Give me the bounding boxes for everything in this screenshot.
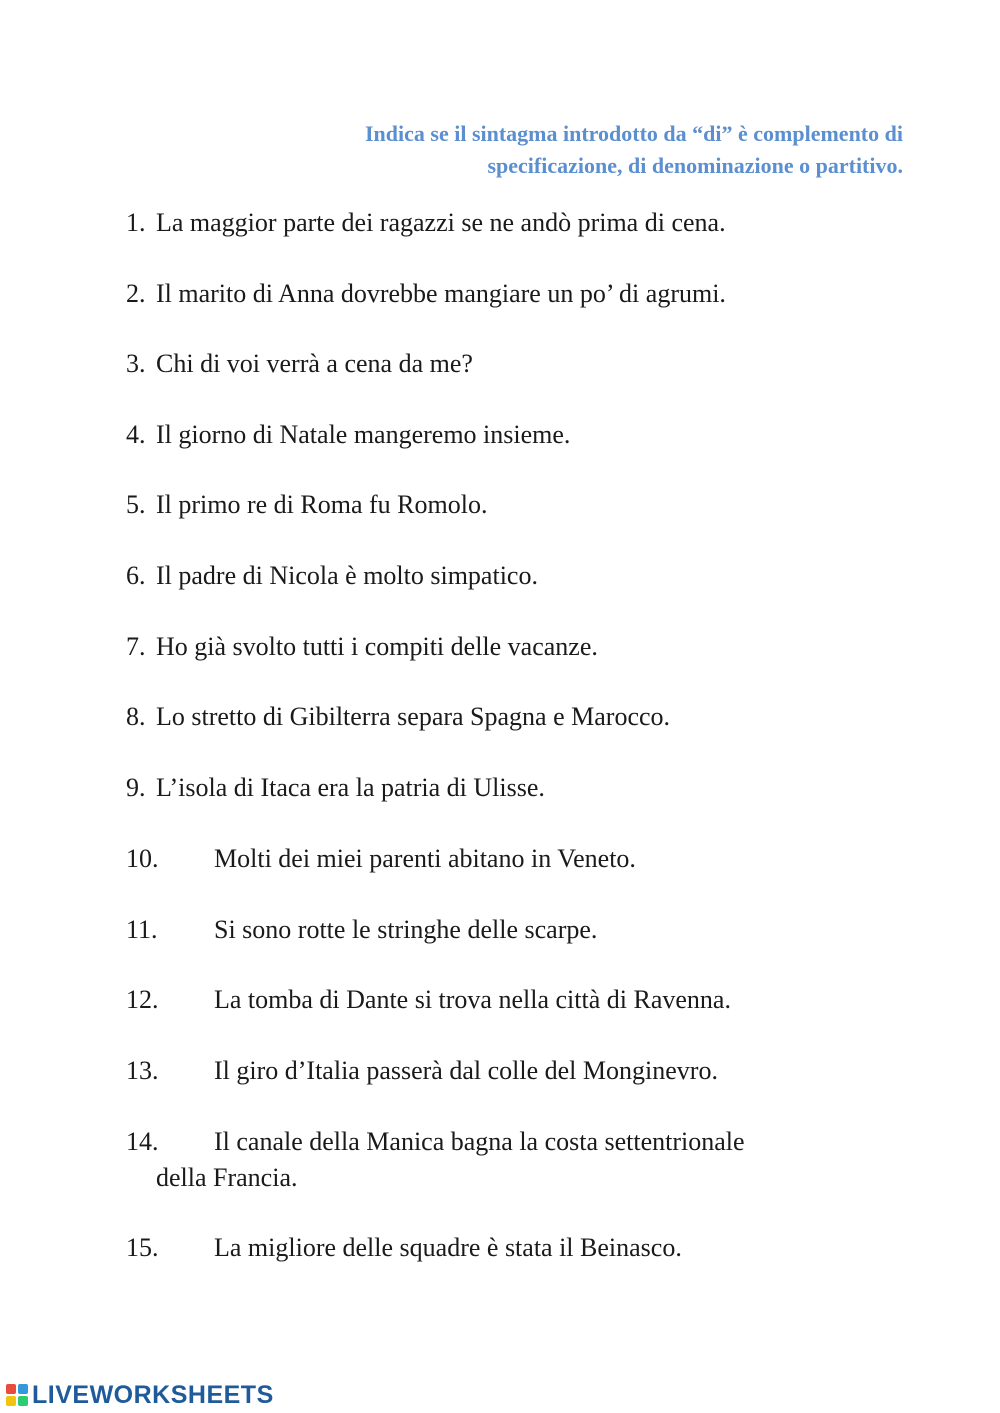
item-number: 5. [126, 490, 146, 519]
instruction-line-1: Indica se il sintagma introdotto da “di” è complemento di [364, 121, 903, 146]
list-item [126, 1053, 906, 1089]
item-number: 10. [126, 844, 159, 873]
item-number: 13. [126, 1056, 159, 1085]
list-item [126, 346, 906, 382]
item-number: 11. [126, 915, 158, 944]
item-text: Il padre di Nicola è molto simpatico. [156, 561, 538, 590]
list-item [126, 276, 906, 312]
item-text: Si sono rotte le stringhe delle scarpe. [214, 915, 598, 944]
liveworksheets-logo-icon [6, 1384, 28, 1406]
item-number: 1. [126, 208, 146, 237]
footer-logo [6, 1381, 274, 1409]
list-item [126, 629, 906, 665]
instruction-heading [183, 118, 903, 182]
list-item [126, 912, 906, 948]
item-number: 6. [126, 561, 146, 590]
instruction-line-2: specificazione, di denominazione o partitivo. [487, 153, 903, 178]
item-text: Il primo re di Roma fu Romolo. [156, 490, 488, 519]
item-text-continuation: della Francia. [156, 1163, 298, 1192]
list-item [126, 770, 906, 806]
list-item [126, 982, 906, 1018]
list-item [126, 1124, 906, 1196]
list-item [126, 1230, 906, 1266]
item-text: Il canale della Manica bagna la costa settentrionale [214, 1127, 745, 1156]
item-text: Il marito di Anna dovrebbe mangiare un po’ di agrumi. [156, 279, 726, 308]
logo-block [18, 1396, 28, 1406]
item-text: La maggior parte dei ragazzi se ne andò prima di cena. [156, 208, 726, 237]
list-item [126, 417, 906, 453]
item-number: 9. [126, 773, 146, 802]
list-item [126, 205, 906, 241]
list-item [126, 841, 906, 877]
item-number: 8. [126, 702, 146, 731]
item-text: La migliore delle squadre è stata il Beinasco. [214, 1233, 682, 1262]
item-number: 2. [126, 279, 146, 308]
item-text: Ho già svolto tutti i compiti delle vacanze. [156, 632, 598, 661]
item-number: 15. [126, 1233, 159, 1262]
list-item [126, 699, 906, 735]
item-number: 12. [126, 985, 159, 1014]
item-text: L’isola di Itaca era la patria di Ulisse. [156, 773, 545, 802]
item-text: Il giorno di Natale mangeremo insieme. [156, 420, 571, 449]
item-number: 7. [126, 632, 146, 661]
logo-block [18, 1384, 28, 1394]
item-number: 14. [126, 1127, 159, 1156]
list-item [126, 558, 906, 594]
item-text: Chi di voi verrà a cena da me? [156, 349, 473, 378]
item-text: Il giro d’Italia passerà dal colle del Monginevro. [214, 1056, 718, 1085]
logo-block [6, 1384, 16, 1394]
item-text: La tomba di Dante si trova nella città di Ravenna. [214, 985, 731, 1014]
item-number: 3. [126, 349, 146, 378]
item-text: Molti dei miei parenti abitano in Veneto. [214, 844, 636, 873]
logo-text: LIVEWORKSHEETS [32, 1380, 274, 1409]
item-text: Lo stretto di Gibilterra separa Spagna e Marocco. [156, 702, 671, 731]
item-number: 4. [126, 420, 146, 449]
logo-block [6, 1396, 16, 1406]
list-item [126, 487, 906, 523]
